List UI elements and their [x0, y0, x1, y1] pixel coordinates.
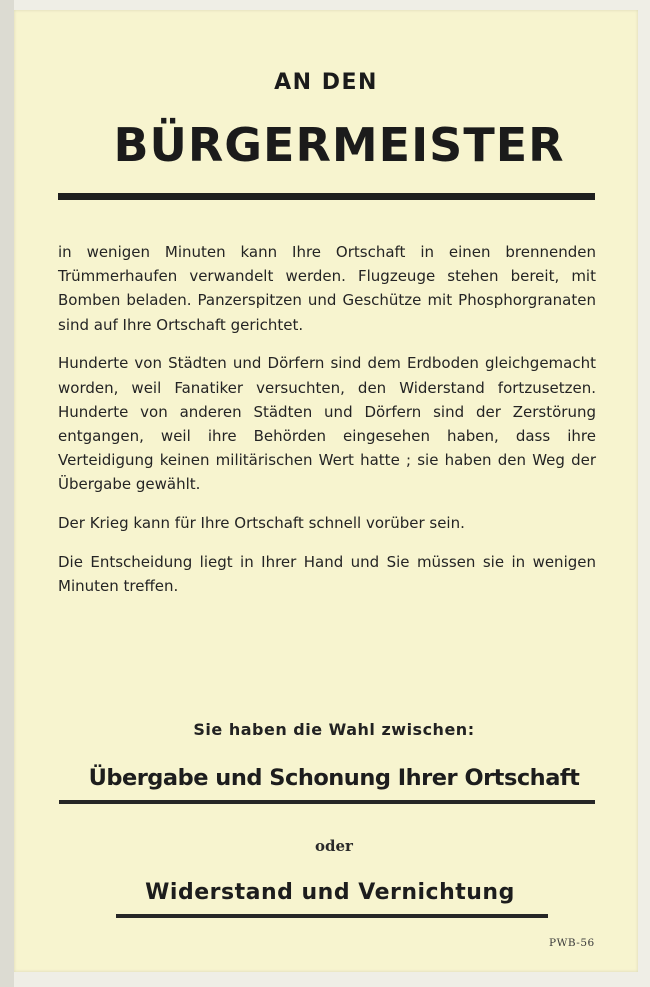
heading-an-den: AN DEN	[274, 70, 378, 95]
option-resistance-rule	[116, 914, 548, 918]
or-text: oder	[315, 837, 353, 855]
option-resistance: Widerstand und Vernichtung	[145, 880, 515, 905]
leaflet-code: PWB-56	[549, 937, 595, 949]
heading-buergermeister: BÜRGERMEISTER	[113, 118, 565, 172]
leaflet-page	[14, 10, 638, 972]
choice-intro: Sie haben die Wahl zwischen:	[193, 720, 475, 739]
paragraph-4: Die Entscheidung liegt in Ihrer Hand und Sie müssen sie in wenigen Minuten treffen.	[58, 552, 596, 595]
page-edge	[0, 0, 14, 987]
leaflet-body	[58, 240, 596, 613]
option-surrender-rule	[59, 800, 595, 804]
paragraph-2: Hunderte von Städten und Dörfern sind dem Erdboden gleichgemacht worden, weil Fanatiker versuchten, den Widerstand fortzusetzen. Hunderte von anderen Städten und Dörfern sind der Zerstörung entgangen, weil ihre Behörden eingesehen haben, dass ihre Verteidigung keinen militärischen Wert hatte ; sie haben den Weg der Übergabe gewählt.	[58, 354, 596, 494]
paragraph-3: Der Krieg kann für Ihre Ortschaft schnell vorüber sein.	[58, 514, 465, 533]
paragraph-1: in wenigen Minuten kann Ihre Ortschaft in einen brennenden Trümmerhaufen verwandelt werden. Flugzeuge stehen bereit, mit Bomben beladen. Panzerspitzen und Geschütze mit Phosphorgranaten sind auf Ihre Ortschaft gerichtet.	[58, 243, 596, 334]
heading-rule	[58, 193, 595, 200]
option-surrender: Übergabe und Schonung Ihrer Ortschaft	[88, 765, 580, 791]
